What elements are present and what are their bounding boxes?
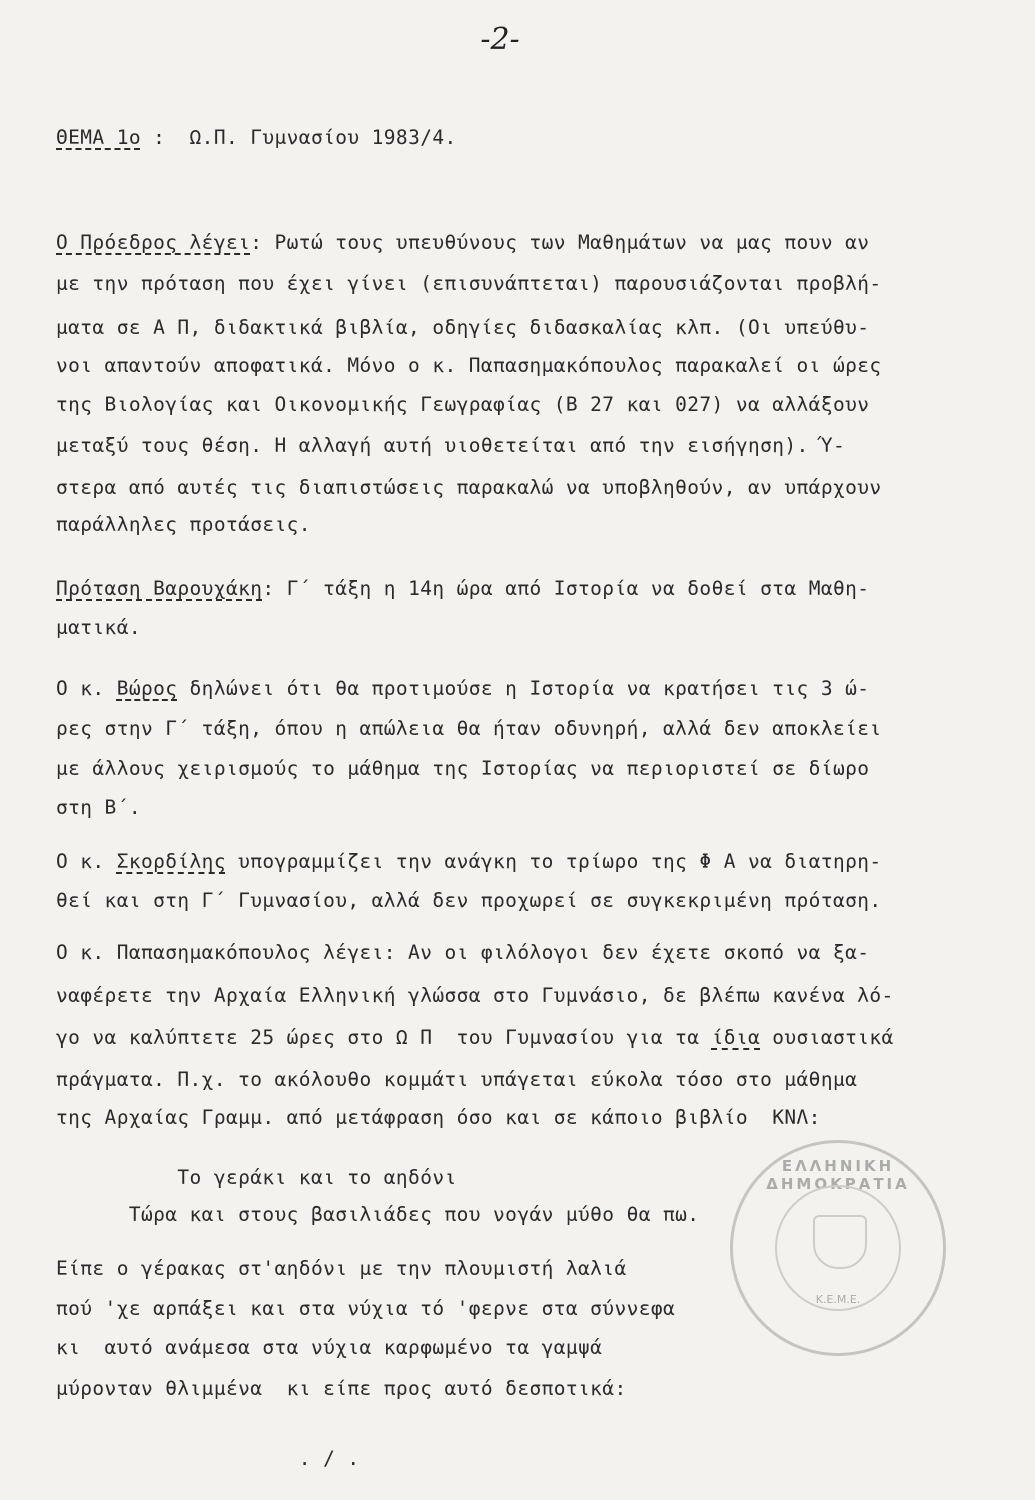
text-span: με άλλους χειρισμούς το μάθημα της Ιστορίας να περιοριστεί σε δίωρο bbox=[56, 757, 870, 780]
official-stamp bbox=[730, 1140, 946, 1356]
text-span: υπογραμμίζει την ανάγκη το τρίωρο της Φ Α να διατηρη- bbox=[225, 850, 882, 873]
text-span: Ο κ. bbox=[56, 677, 117, 700]
text-line bbox=[56, 1376, 986, 1402]
text-span: ναφέρετε την Αρχαία Ελληνική γλώσσα στο Γυμνάσιο, δε βλέπω κανένα λό- bbox=[56, 984, 894, 1007]
text-span: με την πρόταση που έχει γίνει (επισυνάπτεται) παρουσιάζονται προβλή- bbox=[56, 272, 882, 295]
text-span: της Αρχαίας Γραμμ. από μετάφραση όσο και σε κάποιο βιβλίο ΚΝΛ: bbox=[56, 1106, 821, 1129]
text-span: πού 'χε αρπάξει και στα νύχια τό 'φερνε στα σύννεφα bbox=[56, 1297, 676, 1320]
text-line bbox=[56, 392, 986, 418]
text-span: : Ω.Π. Γυμνασίου 1983/4. bbox=[140, 126, 457, 149]
text-line bbox=[56, 983, 986, 1009]
underlined-text: ίδια bbox=[711, 1026, 761, 1049]
text-span: Είπε ο γέρακας στ'αηδόνι με την πλουμιστή λαλιά bbox=[56, 1257, 627, 1280]
text-span: γο να καλύπτετε 25 ώρες στο Ω Π του Γυμνασίου για τα bbox=[56, 1026, 712, 1049]
text-line bbox=[56, 849, 986, 875]
text-span: μύρονταν θλιμμένα κι είπε προς αυτό δεσποτικά: bbox=[56, 1377, 627, 1400]
text-span: Ο κ. bbox=[56, 850, 117, 873]
text-line bbox=[56, 756, 986, 782]
text-line bbox=[56, 230, 986, 256]
text-span: . / . bbox=[56, 1447, 360, 1470]
page-number: -2- bbox=[480, 22, 520, 57]
text-line bbox=[56, 576, 986, 602]
text-span: ματικά. bbox=[56, 616, 141, 639]
underlined-text: Βώρος bbox=[116, 677, 178, 700]
text-span: Ο κ. Παπασημακόπουλος λέγει: Αν οι φιλόλογοι δεν έχετε σκοπό να ξα- bbox=[56, 941, 870, 964]
text-line bbox=[56, 1025, 986, 1051]
stamp-emblem-icon bbox=[813, 1215, 867, 1269]
underlined-text: Σκορδίλης bbox=[116, 850, 226, 873]
text-line bbox=[56, 353, 986, 379]
text-line bbox=[56, 271, 986, 297]
text-span: ματα σε Α Π, διδακτικά βιβλία, οδηγίες διδασκαλίας κλπ. (Οι υπεύθυ- bbox=[56, 316, 870, 339]
text-span: ρες στην Γ΄ τάξη, όπου η απώλεια θα ήταν οδυνηρή, αλλά δεν αποκλείει bbox=[56, 717, 882, 740]
underlined-text: Ο Πρόεδρος λέγει bbox=[56, 231, 251, 254]
text-span: Το γεράκι και το αηδόνι bbox=[56, 1166, 457, 1189]
text-line bbox=[56, 125, 986, 151]
text-line bbox=[56, 1105, 986, 1131]
stamp-arc-text: ΕΛΛΗΝΙΚΗ ΔΗΜΟΚΡΑΤΙΑ bbox=[766, 1157, 910, 1193]
text-line bbox=[56, 1067, 986, 1093]
text-line bbox=[56, 615, 986, 641]
text-span: νοι απαντούν αποφατικά. Μόνο ο κ. Παπασημακόπουλος παρακαλεί οι ώρες bbox=[56, 354, 882, 377]
text-span: : Ρωτώ τους υπευθύνους των Μαθημάτων να μας πουν αν bbox=[250, 231, 870, 254]
text-span: ουσιαστικά bbox=[760, 1026, 894, 1049]
text-line bbox=[56, 315, 986, 341]
text-span: μεταξύ τους θέση. Η αλλαγή αυτή υιοθετείται από την εισήγηση). Ύ- bbox=[56, 434, 846, 457]
text-line bbox=[56, 888, 986, 914]
text-span: στη Β΄. bbox=[56, 796, 141, 819]
text-line bbox=[56, 475, 986, 501]
text-span: θεί και στη Γ΄ Γυμνασίου, αλλά δεν προχωρεί σε συγκεκριμένη πρόταση. bbox=[56, 889, 882, 912]
text-span: της Βιολογίας και Οικονομικής Γεωγραφίας (Β 27 και 027) να αλλάξουν bbox=[56, 393, 870, 416]
text-line bbox=[56, 433, 986, 459]
text-span: παράλληλες προτάσεις. bbox=[56, 513, 311, 536]
text-line bbox=[56, 716, 986, 742]
text-line bbox=[56, 676, 986, 702]
text-span: Τώρα και στους βασιλιάδες που νογάν μύθο θα πω. bbox=[56, 1203, 700, 1226]
text-line bbox=[56, 795, 986, 821]
stamp-center-text: Κ.Ε.Μ.Ε. bbox=[815, 1293, 861, 1306]
text-span: : Γ΄ τάξη η 14η ώρα από Ιστορία να δοθεί στα Μαθη- bbox=[262, 577, 870, 600]
text-span: κι αυτό ανάμεσα στα νύχια καρφωμένο τα γαμψά bbox=[56, 1336, 603, 1359]
text-span: δηλώνει ότι θα προτιμούσε η Ιστορία να κρατήσει τις 3 ώ- bbox=[177, 677, 870, 700]
text-line bbox=[56, 940, 986, 966]
text-line bbox=[56, 512, 986, 538]
underlined-text: ΘΕΜΑ 1ο bbox=[56, 126, 141, 149]
text-line bbox=[56, 1446, 986, 1472]
text-span: στερα από αυτές τις διαπιστώσεις παρακαλώ να υποβληθούν, αν υπάρχουν bbox=[56, 476, 882, 499]
text-span: πράγματα. Π.χ. το ακόλουθο κομμάτι υπάγεται εύκολα τόσο στο μάθημα bbox=[56, 1068, 858, 1091]
underlined-text: Πρόταση Βαρουχάκη bbox=[56, 577, 263, 600]
